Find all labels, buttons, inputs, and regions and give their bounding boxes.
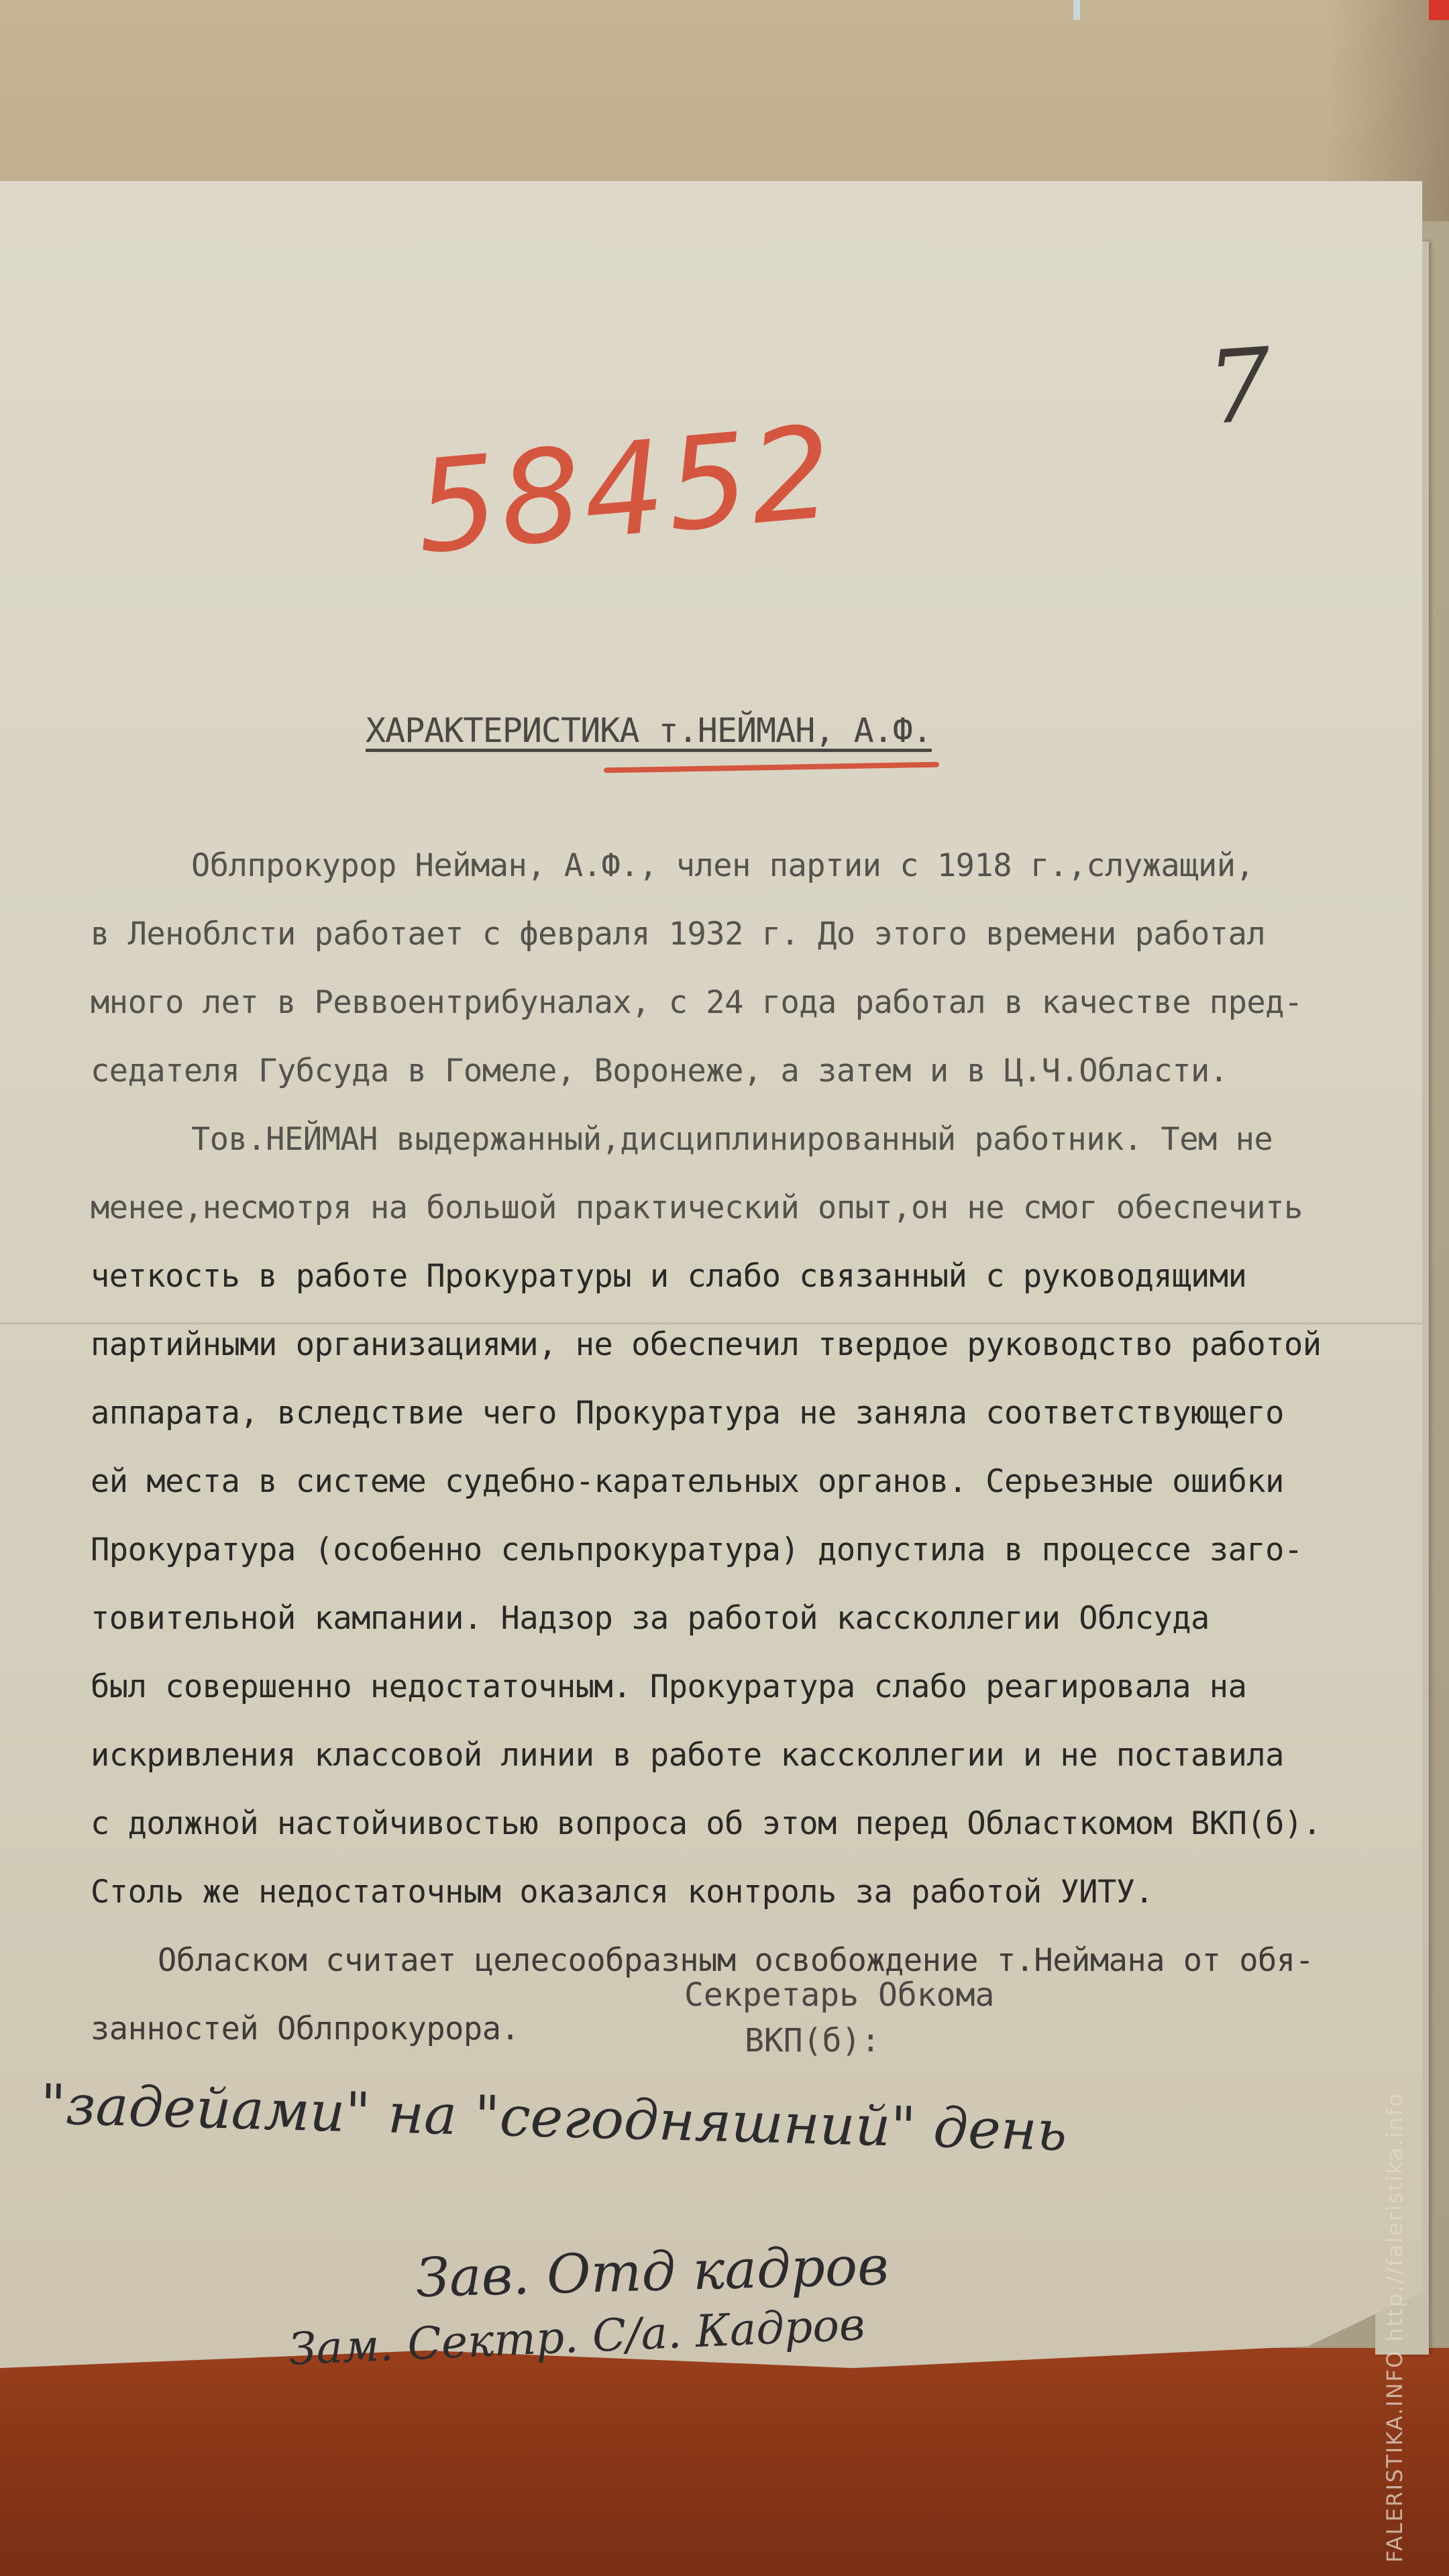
text-line: занностей Облпрокурора. xyxy=(91,2010,520,2047)
signature-party: ВКП(б): xyxy=(745,2022,881,2059)
text-line: много лет в Реввоентрибуналах, с 24 года работал в качестве пред- xyxy=(91,984,1303,1021)
text-line: Обласком считает целесообразным освобождение т.Неймана от обя- xyxy=(158,1942,1314,1979)
red-tab xyxy=(1429,0,1449,20)
text-line: искривления классовой линии в работе кассколлегии и не поставила xyxy=(91,1737,1284,1774)
signature-block xyxy=(684,1972,994,2063)
wooden-desk xyxy=(0,2348,1449,2576)
background-strip xyxy=(1073,0,1080,20)
text-line: седателя Губсуда в Гомеле, Воронеже, а затем и в Ц.Ч.Области. xyxy=(91,1053,1228,1089)
document-body xyxy=(91,832,1426,2063)
text-line: Облпрокурор Нейман, А.Ф., член партии с 1918 г.,служащий, xyxy=(191,847,1254,884)
text-line: с должной настойчивостью вопроса об этом перед Облаcткомом ВКП(б). xyxy=(91,1805,1322,1842)
text-line: Прокуратура (особенно сельпрокуратура) допустила в процессе заго- xyxy=(91,1532,1303,1568)
archive-number-stamp: 58452 xyxy=(410,398,841,582)
text-line: был совершенно недостаточным. Прокуратура слабо реагировала на xyxy=(91,1668,1247,1705)
text-line: четкость в работе Прокуратуры и слабо связанный с руководящими xyxy=(91,1258,1247,1295)
text-line: аппарата, вследствие чего Прокуратура не заняла соответствующего xyxy=(91,1395,1284,1432)
text-line: менее,несмотря на большой практический опыт,он не смог обеспечить xyxy=(91,1189,1303,1226)
page-number: 7 xyxy=(1203,326,1276,448)
text-line: товительной кампании. Надзор за работой кассколлегии Облсуда xyxy=(91,1600,1210,1637)
handwritten-note: "задейами" на "сегодняшний" день xyxy=(40,2072,1068,2164)
text-line: ей места в системе судебно-карательных органов. Серьезные ошибки xyxy=(91,1463,1284,1500)
text-line: в Леноблсти работает с февраля 1932 г. До этого времени работал xyxy=(91,916,1266,953)
document-title: ХАРАКТЕРИСТИКА т.НЕЙМАН, А.Ф. xyxy=(366,711,932,750)
handwritten-signature-head: Зав. Отд кадров xyxy=(415,2234,890,2310)
text-line: партийными организациями, не обеспечил твердое руководство работой xyxy=(91,1326,1322,1363)
signature-title: Секретарь Обкома xyxy=(684,1976,995,2014)
handwritten-signature-deputy: Зам. Сектр. С/а. Кадров xyxy=(287,2298,866,2375)
watermark: FALERISTIKA.INFO http://faleristika.info xyxy=(1382,2092,1407,2563)
text-line: Тов.НЕЙМАН выдержанный,дисциплинированный работник. Тем не xyxy=(191,1121,1273,1158)
text-line: Столь же недостаточным оказался контроль за работой УИТУ. xyxy=(91,1874,1154,1911)
